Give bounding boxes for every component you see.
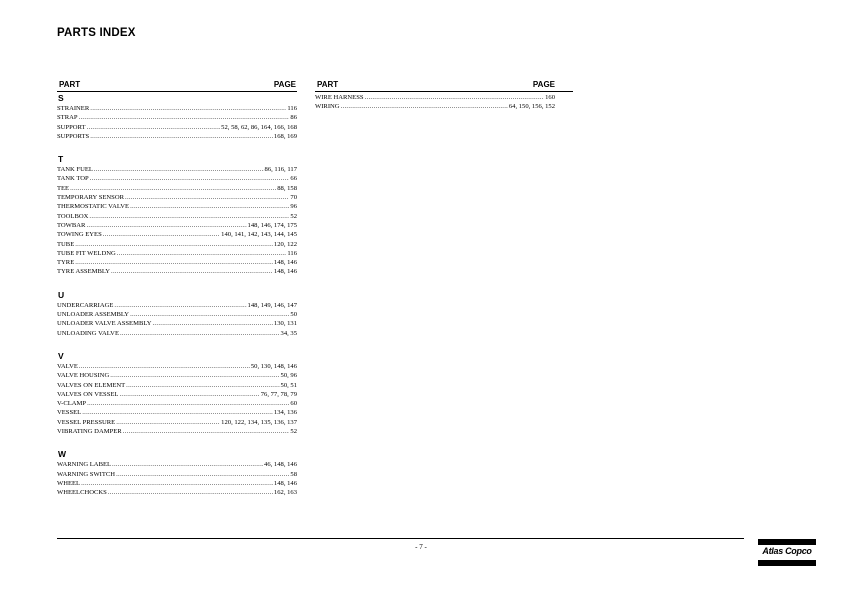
part-name: UNLOADER VALVE ASSEMBLY xyxy=(57,320,152,328)
page-refs: 34, 35 xyxy=(280,329,297,337)
column-header xyxy=(57,80,297,92)
index-row xyxy=(57,123,297,132)
index-row xyxy=(57,230,297,239)
part-name: VALVES ON ELEMENT xyxy=(57,381,126,389)
page-refs: 116 xyxy=(287,105,297,112)
part-name: WHEEL xyxy=(57,479,81,487)
section-letter: S xyxy=(58,93,64,103)
dot-leader xyxy=(90,174,290,183)
dot-leader xyxy=(70,184,276,193)
index-row xyxy=(57,301,297,310)
index-section xyxy=(57,449,297,497)
page-refs: 70 xyxy=(290,194,297,202)
dot-leader xyxy=(94,165,264,174)
index-row xyxy=(57,460,297,469)
index-row xyxy=(57,329,297,338)
index-row xyxy=(57,202,297,211)
section-letter: U xyxy=(58,289,65,300)
part-name: SUPPORT xyxy=(57,123,86,131)
index-column-left xyxy=(57,80,297,498)
page-refs: 148, 146 xyxy=(273,479,297,487)
page-refs: 60 xyxy=(290,400,297,408)
index-section xyxy=(315,93,573,112)
page-refs: 50, 130, 148, 146 xyxy=(250,362,297,370)
index-row xyxy=(57,212,297,221)
index-row xyxy=(57,408,297,417)
part-name: SUPPORTS xyxy=(57,132,90,140)
column-header xyxy=(315,80,573,92)
dot-leader xyxy=(119,390,259,399)
dot-leader xyxy=(152,319,272,328)
index-row xyxy=(57,184,297,193)
index-row xyxy=(57,258,297,267)
dot-leader xyxy=(365,93,545,102)
index-row xyxy=(57,381,297,390)
page-refs: 66 xyxy=(290,175,297,183)
index-row xyxy=(315,93,555,102)
dot-leader xyxy=(75,240,273,249)
page-refs: 130, 131 xyxy=(273,320,297,328)
page-refs: 148, 146 xyxy=(273,268,297,276)
page-refs: 64, 150, 156, 152 xyxy=(508,103,555,111)
page-refs: 134, 136 xyxy=(273,409,297,417)
dot-leader xyxy=(89,212,289,221)
index-row xyxy=(57,132,297,141)
part-name: UNDERCARRIAGE xyxy=(57,301,114,309)
index-row xyxy=(57,418,297,427)
index-row xyxy=(57,390,297,399)
index-row xyxy=(57,319,297,328)
index-row xyxy=(57,267,297,276)
part-name: STRAP xyxy=(57,114,78,122)
index-section xyxy=(57,154,297,277)
dot-leader xyxy=(79,362,250,371)
section-gap xyxy=(57,277,297,289)
dot-leader xyxy=(79,113,290,122)
index-section xyxy=(57,93,297,141)
part-name: TOOLBOX xyxy=(57,212,89,220)
index-row xyxy=(57,470,297,479)
page-refs: 52 xyxy=(290,212,297,220)
part-name: VESSEL xyxy=(57,409,82,417)
part-name: TEE xyxy=(57,184,70,192)
dot-leader xyxy=(130,310,289,319)
page-refs: 148, 146, 174, 175 xyxy=(247,221,297,229)
page-refs: 76, 77, 78, 79 xyxy=(260,390,297,398)
part-name: WARNING LABEL xyxy=(57,461,112,469)
index-section xyxy=(57,351,297,436)
part-name: TUBE FIT WELDNG xyxy=(57,249,116,257)
dot-leader xyxy=(103,230,220,239)
footer-rule xyxy=(57,538,744,539)
dot-leader xyxy=(341,102,508,111)
part-name: UNLOADER ASSEMBLY xyxy=(57,311,130,319)
part-name: VALVE HOUSING xyxy=(57,372,110,380)
dot-leader xyxy=(120,329,280,338)
index-row xyxy=(57,362,297,371)
index-row xyxy=(57,221,297,230)
page-refs: 116 xyxy=(287,249,297,257)
page-refs: 46, 148, 146 xyxy=(264,461,297,469)
part-name: UNLOADING VALVE xyxy=(57,329,119,337)
section-gap xyxy=(57,141,297,153)
dot-leader xyxy=(116,418,220,427)
dot-leader xyxy=(90,104,286,113)
index-row xyxy=(57,165,297,174)
part-name: WIRE HARNESS xyxy=(315,94,364,101)
dot-leader xyxy=(126,381,279,390)
page-title: PARTS INDEX xyxy=(57,27,136,39)
index-row xyxy=(57,104,297,113)
index-row xyxy=(57,371,297,380)
index-row xyxy=(57,249,297,258)
part-name: V-CLAMP xyxy=(57,400,87,408)
page-refs: 168, 169 xyxy=(273,132,297,140)
index-row xyxy=(315,102,555,111)
part-name: TOWING EYES xyxy=(57,231,102,239)
index-row xyxy=(57,427,297,436)
header-page: PAGE xyxy=(273,80,296,89)
part-name: TYRE xyxy=(57,259,75,267)
logo-text: Atlas Copco xyxy=(762,546,812,556)
dot-leader xyxy=(75,258,273,267)
index-row xyxy=(57,174,297,183)
page-refs: 120, 122, 134, 135, 136, 137 xyxy=(221,418,297,426)
page-refs: 160 xyxy=(545,94,555,101)
page-refs: 50 xyxy=(290,311,297,319)
index-row xyxy=(57,113,297,122)
part-name: TANK FUEL xyxy=(57,166,93,174)
page-refs: 52, 58, 62, 86, 164, 166, 168 xyxy=(221,123,297,131)
dot-leader xyxy=(114,301,246,310)
index-row xyxy=(57,488,297,497)
page-refs: 50, 96 xyxy=(280,372,297,380)
header-part: PART xyxy=(59,80,81,89)
index-row xyxy=(57,399,297,408)
header-part: PART xyxy=(317,80,339,89)
index-row xyxy=(57,310,297,319)
section-letter: T xyxy=(58,154,64,165)
part-name: TUBE xyxy=(57,240,75,248)
index-row xyxy=(57,240,297,249)
page-refs: 96 xyxy=(290,203,297,211)
part-name: TOWBAR xyxy=(57,221,86,229)
part-name: VESSEL PRESSURE xyxy=(57,418,116,426)
index-row xyxy=(57,479,297,488)
page-refs: 86, 116, 117 xyxy=(264,166,297,174)
page-refs: 148, 146 xyxy=(273,259,297,267)
page-refs: 52 xyxy=(290,428,297,436)
index-row xyxy=(57,193,297,202)
dot-leader xyxy=(110,371,279,380)
section-gap xyxy=(57,338,297,350)
section-letter: W xyxy=(58,449,67,460)
dot-leader xyxy=(116,470,289,479)
dot-leader xyxy=(86,221,246,230)
dot-leader xyxy=(87,399,289,408)
dot-leader xyxy=(87,123,221,132)
dot-leader xyxy=(108,488,273,497)
part-name: STRAINER xyxy=(57,105,90,112)
dot-leader xyxy=(130,202,289,211)
page-refs: 50, 51 xyxy=(280,381,297,389)
section-letter: V xyxy=(58,350,64,361)
dot-leader xyxy=(81,479,273,488)
page-refs: 148, 149, 146, 147 xyxy=(247,301,297,309)
logo-bar-top xyxy=(758,539,816,545)
page-refs: 58 xyxy=(290,470,297,478)
dot-leader xyxy=(123,427,290,436)
logo-bar-bottom xyxy=(758,560,816,566)
part-name: THERMOSTATIC VALVE xyxy=(57,203,130,211)
dot-leader xyxy=(112,460,263,469)
index-sections xyxy=(57,93,297,498)
page-refs: 88, 158 xyxy=(277,184,297,192)
dot-leader xyxy=(117,249,287,258)
atlas-copco-logo xyxy=(758,539,816,566)
dot-leader xyxy=(90,132,273,141)
page-refs: 120, 122 xyxy=(273,240,297,248)
index-section xyxy=(57,290,297,338)
part-name: VALVE xyxy=(57,362,78,370)
part-name: TANK TOP xyxy=(57,175,89,183)
part-name: TYRE ASSEMBLY xyxy=(57,268,111,276)
page-refs: 140, 141, 142, 143, 144, 145 xyxy=(221,231,297,239)
part-name: WHEELCHOCKS xyxy=(57,489,107,497)
dot-leader xyxy=(125,193,289,202)
page-number: - 7 - xyxy=(415,543,427,551)
part-name: VALVES ON VESSEL xyxy=(57,390,119,398)
section-gap xyxy=(57,436,297,448)
page-refs: 86 xyxy=(290,114,297,122)
part-name: WIRING xyxy=(315,103,340,111)
dot-leader xyxy=(111,267,273,276)
index-column-right xyxy=(315,80,573,112)
dot-leader xyxy=(82,408,273,417)
part-name: TEMPORARY SENSOR xyxy=(57,194,124,202)
part-name: WARNING SWITCH xyxy=(57,470,116,478)
part-name: VIBRATING DAMPER xyxy=(57,428,122,436)
header-page: PAGE xyxy=(532,80,555,89)
page-refs: 162, 163 xyxy=(273,489,297,497)
